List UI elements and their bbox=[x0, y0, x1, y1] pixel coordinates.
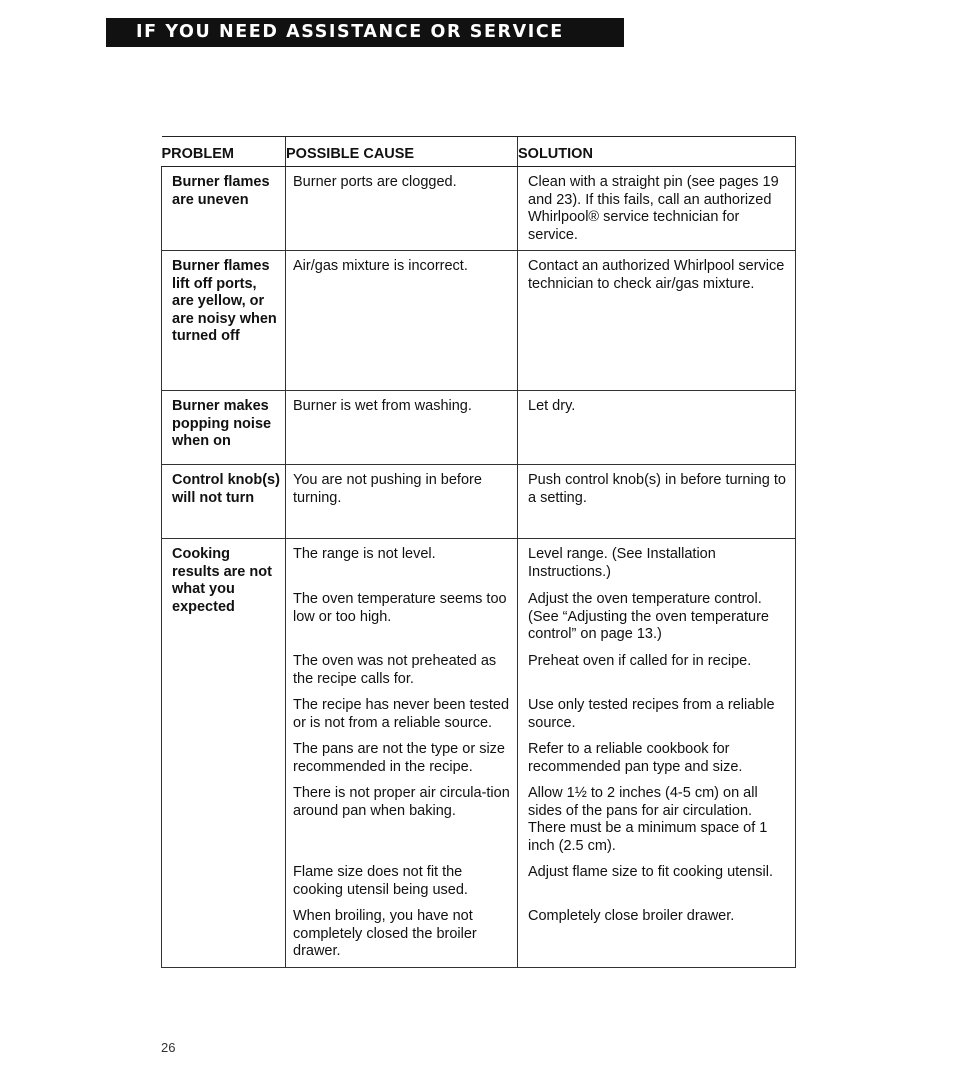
cause-text: The oven temperature seems too low or too high. bbox=[293, 591, 507, 625]
table-row bbox=[162, 391, 796, 465]
cause-cell bbox=[286, 167, 518, 251]
cause-text: The range is not level. bbox=[293, 546, 436, 562]
section-banner: IF YOU NEED ASSISTANCE OR SERVICE bbox=[106, 18, 624, 47]
page-number: 26 bbox=[161, 1040, 176, 1055]
problem-cell: Burner flames are uneven bbox=[162, 167, 286, 251]
cause-text: The recipe has never been tested or is not from a reliable source. bbox=[293, 697, 510, 731]
solution-cell bbox=[518, 465, 796, 539]
troubleshooting-table bbox=[161, 136, 796, 968]
solution-text: Contact an authorized Whirlpool service technician to check air/gas mixture. bbox=[528, 258, 785, 292]
solution-text: Level range. (See Installation Instructions.) bbox=[528, 546, 716, 580]
solution-cell bbox=[518, 167, 796, 251]
solution-text: Adjust the oven temperature control. (See “Adjusting the oven temperature control” on page 13.) bbox=[528, 591, 769, 642]
solution-text: Let dry. bbox=[528, 398, 576, 414]
solution-cell bbox=[518, 391, 796, 465]
table-row bbox=[162, 465, 796, 539]
solution-text: Push control knob(s) in before turning to a setting. bbox=[528, 472, 786, 506]
table-row bbox=[162, 167, 796, 251]
cause-text: The oven was not preheated as the recipe calls for. bbox=[293, 653, 497, 687]
cause-text: There is not proper air circula-tion around pan when baking. bbox=[293, 785, 510, 819]
header-possible-cause: POSSIBLE CAUSE bbox=[286, 137, 518, 167]
header-problem: PROBLEM bbox=[162, 137, 286, 167]
cause-cell bbox=[286, 465, 518, 539]
table-row bbox=[162, 251, 796, 391]
problem-cell: Burner flames lift off ports, are yellow, or are noisy when turned off bbox=[162, 251, 286, 391]
cause-text: Air/gas mixture is incorrect. bbox=[293, 258, 468, 274]
cause-text: Flame size does not fit the cooking utensil being used. bbox=[293, 864, 468, 898]
solution-cell bbox=[518, 251, 796, 391]
table-header-row bbox=[162, 137, 796, 167]
problem-cell: Burner makes popping noise when on bbox=[162, 391, 286, 465]
solution-text: Allow 1½ to 2 inches (4-5 cm) on all sides of the pans for air circulation. There must be a minimum space of 1 inch (2.5 cm). bbox=[528, 785, 768, 854]
solution-text: Clean with a straight pin (see pages 19 and 23). If this fails, call an authorized Whirlpool® service technician for service. bbox=[528, 174, 779, 243]
problem-cell: Cooking results are not what you expected bbox=[162, 539, 286, 968]
cause-text: The pans are not the type or size recommended in the recipe. bbox=[293, 741, 505, 775]
problem-cell: Control knob(s) will not turn bbox=[162, 465, 286, 539]
table-body bbox=[162, 167, 796, 968]
solution-text: Refer to a reliable cookbook for recommended pan type and size. bbox=[528, 741, 743, 775]
cause-cell bbox=[286, 539, 518, 968]
cause-text: When broiling, you have not completely closed the broiler drawer. bbox=[293, 908, 477, 959]
header-solution: SOLUTION bbox=[518, 137, 796, 167]
cause-cell bbox=[286, 391, 518, 465]
cause-text: You are not pushing in before turning. bbox=[293, 472, 482, 506]
solution-text: Adjust flame size to fit cooking utensil. bbox=[528, 864, 774, 880]
table-row bbox=[162, 539, 796, 968]
cause-text: Burner is wet from washing. bbox=[293, 398, 472, 414]
solution-text: Use only tested recipes from a reliable source. bbox=[528, 697, 775, 731]
solution-text: Preheat oven if called for in recipe. bbox=[528, 653, 752, 669]
solution-cell bbox=[518, 539, 796, 968]
cause-text: Burner ports are clogged. bbox=[293, 174, 457, 190]
cause-cell bbox=[286, 251, 518, 391]
solution-text: Completely close broiler drawer. bbox=[528, 908, 735, 924]
